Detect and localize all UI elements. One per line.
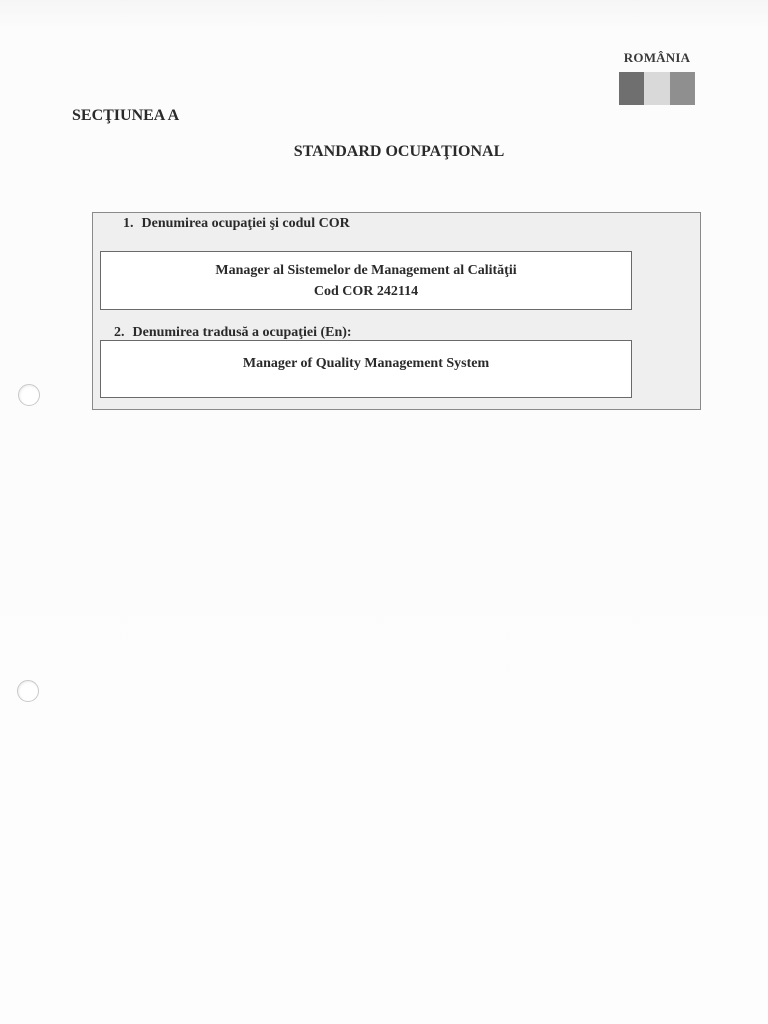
field-label-occupation-name — [123, 216, 350, 232]
cor-code-value: Cod COR 242114 — [313, 284, 419, 299]
translated-name-value-box — [100, 340, 632, 398]
occupation-form-box — [92, 212, 701, 410]
field-label-translated-name — [114, 325, 352, 341]
document-title: STANDARD OCUPAŢIONAL — [293, 143, 505, 160]
occupation-name-value: Manager al Sistemelor de Management al Calităţii — [215, 263, 517, 278]
punch-hole — [17, 680, 39, 702]
flag-stripe-left — [619, 72, 644, 105]
translated-name-value: Manager of Quality Management System — [242, 356, 490, 371]
occupation-name-value-box — [100, 251, 632, 310]
flag-stripe-right — [670, 72, 695, 105]
flag-emblem — [619, 72, 695, 105]
field-label-text: Denumirea ocupaţiei şi codul COR — [141, 216, 350, 231]
section-title: SECŢIUNEA A — [72, 107, 180, 124]
punch-hole — [18, 384, 40, 406]
flag-stripe-middle — [644, 72, 669, 105]
field-number: 1. — [123, 216, 134, 231]
field-number: 2. — [114, 325, 125, 340]
country-label: ROMÂNIA — [623, 50, 691, 65]
field-label-text: Denumirea tradusă a ocupaţiei (En): — [132, 325, 352, 340]
